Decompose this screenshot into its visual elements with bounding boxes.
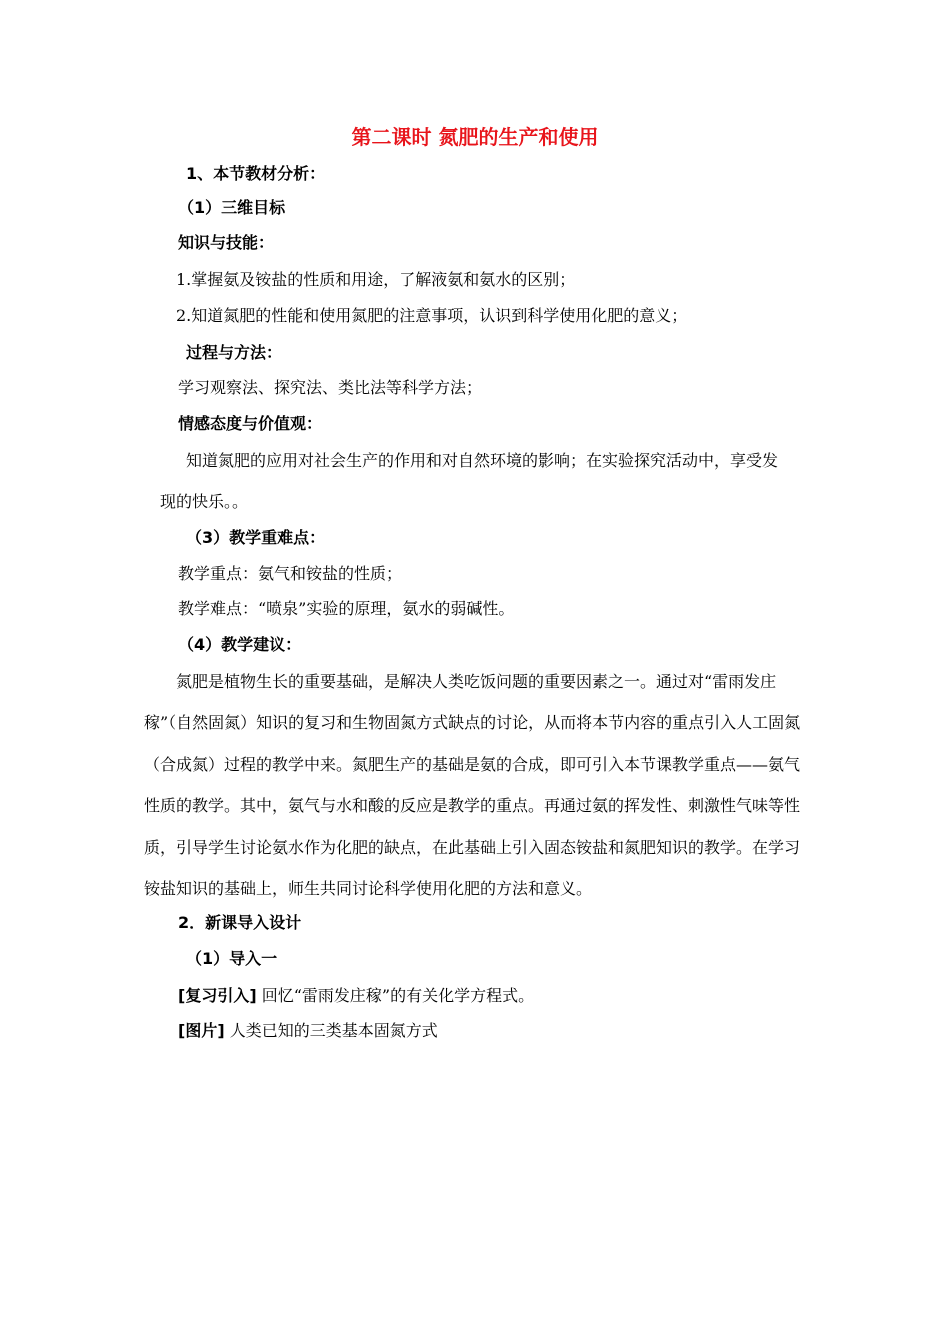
difficult-point-text: 教学难点：“喷泉”实验的原理，氨水的弱碱性。 (178, 599, 515, 618)
section-2-heading: 2．新课导入设计 (178, 913, 302, 932)
emotion-values-heading: 情感态度与价值观： (178, 414, 323, 433)
teaching-suggestion-paragraph (144, 661, 812, 909)
section-1-heading: 1、本节教材分析： (186, 164, 326, 183)
three-dimension-goals-heading: （1）三维目标 (178, 198, 286, 217)
emotion-values-text-line-1: 知道氮肥的应用对社会生产的作用和对自然环境的影响；在实验探究活动中，享受发 (186, 451, 779, 470)
knowledge-item-2: 2.知道氮肥的性能和使用氮肥的注意事项，认识到科学使用化肥的意义； (176, 306, 688, 325)
review-intro-tag: [复习引入] (178, 986, 257, 1005)
picture-tag: [图片] (178, 1021, 225, 1040)
review-intro-text: 回忆“雷雨发庄稼”的有关化学方程式。 (256, 986, 535, 1005)
emotion-values-text-line-2: 现的快乐。。 (160, 492, 249, 511)
page-title: 第二课时 氮肥的生产和使用 (351, 125, 599, 149)
process-method-heading: 过程与方法： (186, 343, 283, 362)
intro-one-heading: （1）导入一 (186, 949, 278, 968)
teaching-suggestion-heading: （4）教学建议： (178, 635, 302, 654)
review-intro-line (178, 986, 534, 1006)
knowledge-skills-heading: 知识与技能： (178, 233, 275, 252)
picture-line (178, 1021, 438, 1041)
picture-text: 人类已知的三类基本固氮方式 (224, 1021, 438, 1040)
key-difficult-points-heading: （3）教学重难点： (186, 528, 326, 547)
process-method-text: 学习观察法、探究法、类比法等科学方法； (178, 378, 483, 397)
knowledge-item-1: 1.掌握氨及铵盐的性质和用途，了解液氨和氨水的区别； (176, 270, 576, 289)
teaching-suggestion-text: 氮肥是植物生长的重要基础，是解决人类吃饭问题的重要因素之一。通过对“雷雨发庄稼”（自然固氮）知识的复习和生物固氮方式缺点的讨论，从而将本节内容的重点引入人工固氮（合成氮）过程的教学中来。氮肥生产的基础是氨的合成，即可引入本节课教学重点——氨气性质的教学。其中，氨气与水和酸的反应是教学的重点。再通过氨的挥发性、刺激性气味等性质，引导学生讨论氨水作为化肥的缺点，在此基础上引入固态铵盐和氮肥知识的教学。在学习铵盐知识的基础上，师生共同讨论科学使用化肥的方法和意义。 (144, 672, 801, 899)
key-point-text: 教学重点：氨气和铵盐的性质； (178, 564, 403, 583)
